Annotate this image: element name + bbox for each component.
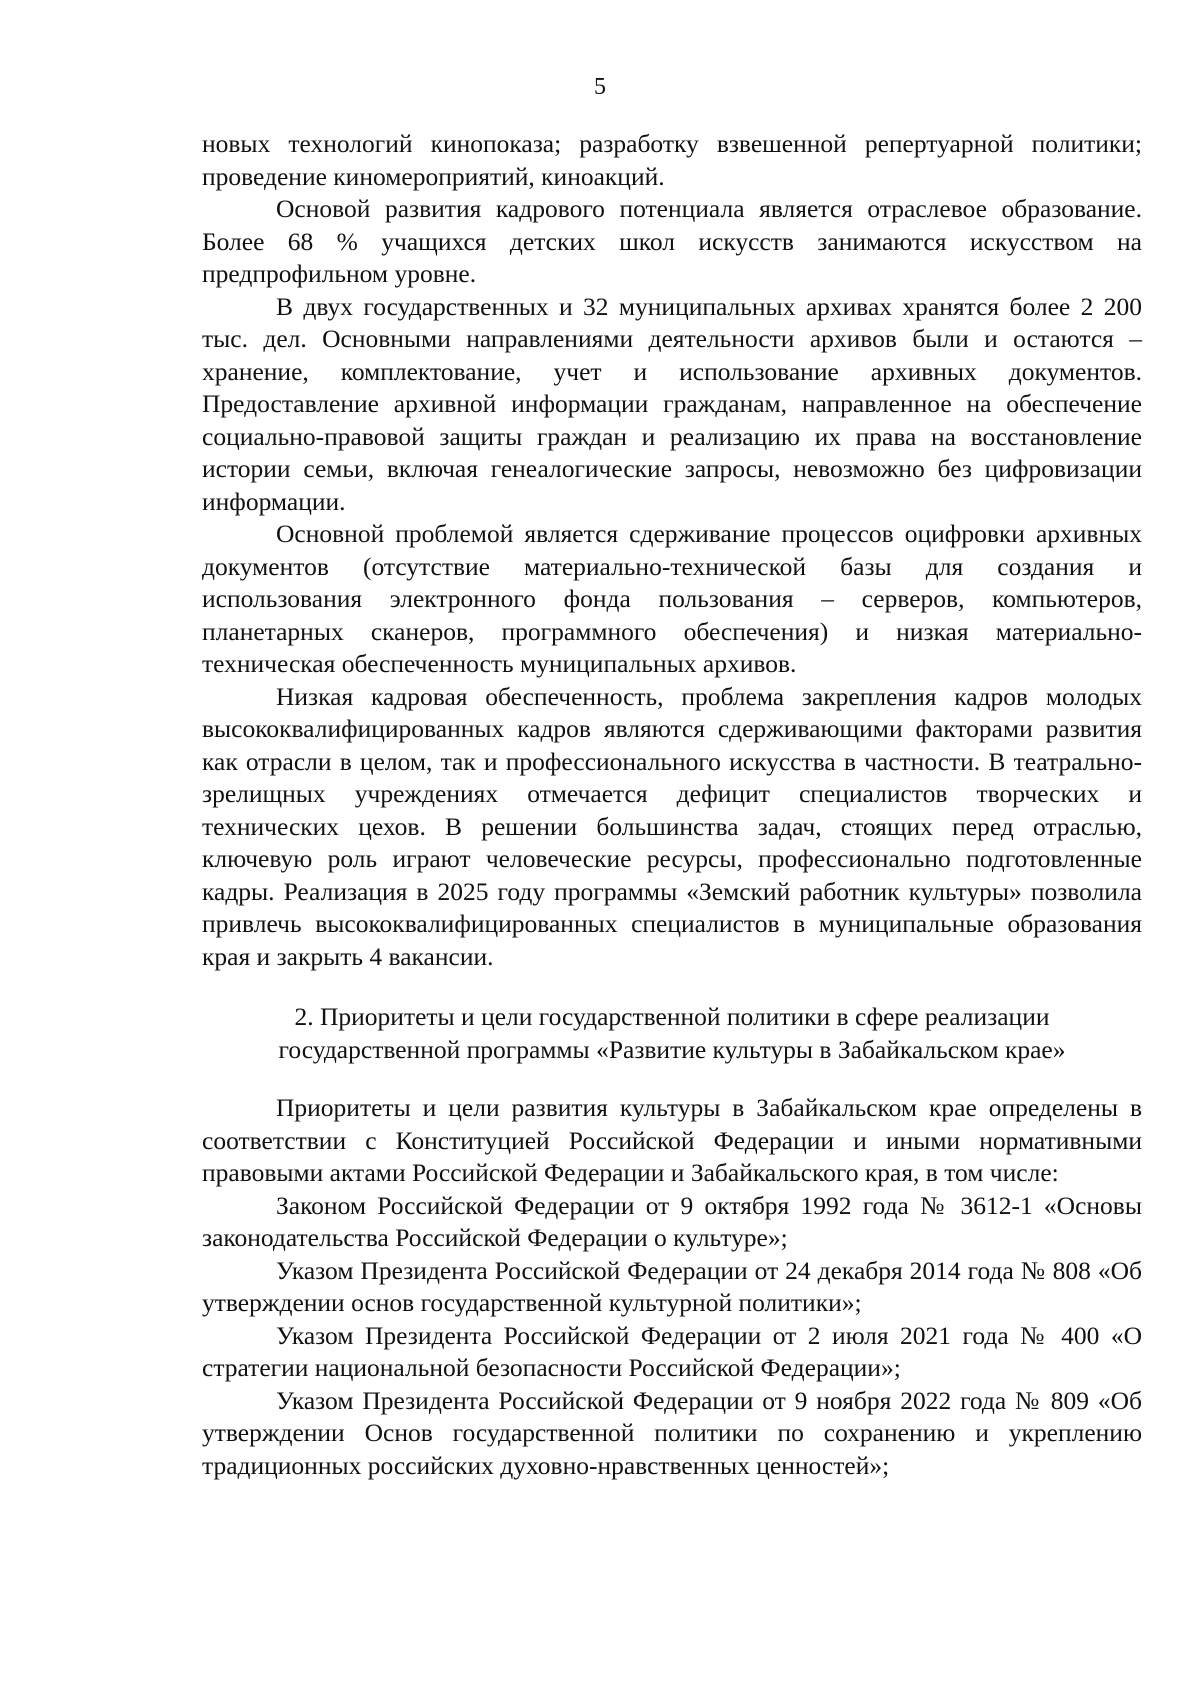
- paragraph-priorities: Приоритеты и цели развития культуры в Забайкальском крае определены в соответствии с Конституцией Российской Федерации и иными нормативными правовыми актами Российской Федерации и Забайкальского края, в том числе:: [202, 1093, 1142, 1187]
- list-item-law: Законом Российской Федерации от 9 октября 1992 года № 3612-1 «Основы законодательства Российской Федерации о культуре»;: [202, 1190, 1142, 1252]
- section-heading-line-1: 2. Приоритеты и цели государственной политики в сфере реализации: [294, 1002, 1050, 1031]
- paragraph-continuation: новых технологий кинопоказа; разработку взвешенной репертуарной политики; проведение киномероприятий, киноакций.: [202, 129, 1142, 191]
- paragraph-staffing: Низкая кадровая обеспеченность, проблема закрепления кадров молодых высококвалифицированных кадров являются сдерживающими факторами развития как отрасли в целом, так и профессионального искусства в частности. В театрально-зрелищных учреждениях отмечается дефицит специалистов творческих и технических цехов. В решении большинства задач, стоящих перед отраслью, ключевую роль играют человеческие ресурсы, профессионально подготовленные кадры. Реализация в 2025 году программы «Земский работник культуры» позволила привлечь высококвалифицированных специалистов в муниципальные образования края и закрыть 4 вакансии.: [202, 681, 1142, 971]
- list-item-decree-400: Указом Президента Российской Федерации от 2 июля 2021 года № 400 «О стратегии национальной безопасности Российской Федерации»;: [202, 1320, 1142, 1382]
- document-body: [202, 128, 1142, 1482]
- page-number: 5: [594, 74, 606, 100]
- paragraph-archives: В двух государственных и 32 муниципальных архивах хранятся более 2 200 тыс. дел. Основными направлениями деятельности архивов были и остаются – хранение, комплектование, учет и использование архивных документов. Предоставление архивной информации гражданам, направленное на обеспечение социально-правовой защиты граждан и реализацию их права на восстановление истории семьи, включая генеалогические запросы, невозможно без цифровизации информации.: [202, 291, 1142, 516]
- paragraph-digitization-problem: Основной проблемой является сдерживание процессов оцифровки архивных документов (отсутствие материально-технической базы для создания и использования электронного фонда пользования – серверов, компьютеров, планетарных сканеров, программного обеспечения) и низкая материально-техническая обеспеченность муниципальных архивов.: [202, 519, 1142, 678]
- section-heading: [202, 1001, 1142, 1066]
- section-heading-line-2: государственной программы «Развитие культуры в Забайкальском крае»: [278, 1034, 1066, 1064]
- list-item-decree-809: Указом Президента Российской Федерации от 9 ноября 2022 года № 809 «Об утверждении Основ государственной политики по сохранению и укреплению традиционных российских духовно-нравственных ценностей»;: [202, 1385, 1142, 1480]
- paragraph-staff-education: Основой развития кадрового потенциала является отраслевое образование. Более 68 % учащихся детских школ искусств занимаются искусством на предпрофильном уровне.: [202, 194, 1142, 288]
- list-item-decree-808: Указом Президента Российской Федерации от 24 декабря 2014 года № 808 «Об утверждении основ государственной культурной политики»;: [202, 1255, 1142, 1317]
